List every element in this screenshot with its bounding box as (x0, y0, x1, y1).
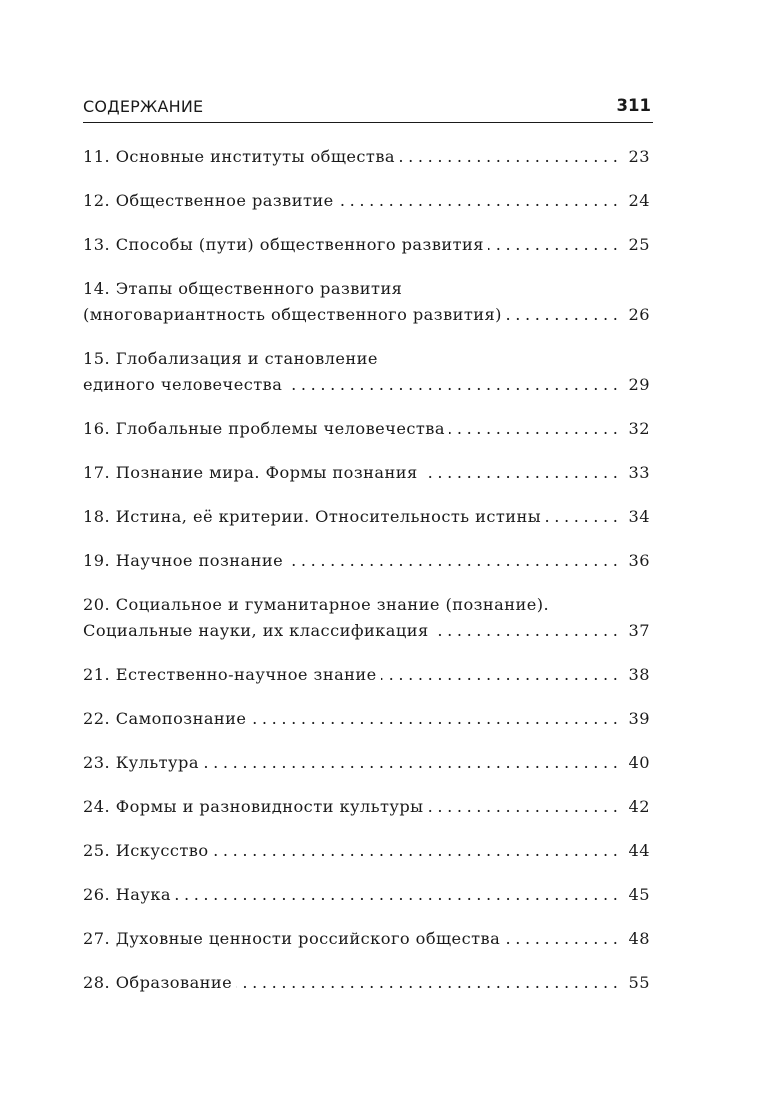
toc-entry-text: Естественно-научное знание (115, 665, 377, 684)
toc-entry-text: Социальное и гуманитарное знание (познание). (115, 595, 550, 614)
toc-entry[interactable] (83, 276, 650, 328)
toc-entry-text: Способы (пути) общественного развития (115, 235, 484, 254)
toc-entry-line (83, 794, 650, 820)
toc-entry-title (83, 970, 236, 996)
toc-entry-title (83, 349, 378, 368)
toc-entry-text: Истина, её критерии. Относительность истины (115, 507, 542, 526)
dot-leader (338, 188, 623, 214)
toc-entry-title (83, 504, 545, 530)
toc-entry-line (83, 346, 650, 372)
toc-entry-page: 38 (628, 665, 650, 684)
toc-entry-line (83, 548, 650, 574)
toc-entry[interactable] (83, 460, 650, 486)
toc-entry-title (83, 838, 213, 864)
toc-entry[interactable] (83, 926, 650, 952)
toc-entry-line (83, 302, 650, 328)
toc-entry-text: единого человечества (83, 375, 283, 394)
toc-entry[interactable] (83, 662, 650, 688)
toc-entry-number: 19. (83, 551, 111, 570)
dot-leader (250, 706, 622, 732)
toc-entry-number: 22. (83, 709, 111, 728)
toc-entry-page: 42 (628, 797, 650, 816)
toc-entry-text: Глобальные проблемы человечества (115, 419, 445, 438)
toc-entry-page: 29 (628, 375, 650, 394)
toc-entry-title (83, 794, 428, 820)
toc-entry-title (83, 460, 422, 486)
dot-leader (399, 144, 623, 170)
toc-entry[interactable] (83, 346, 650, 398)
toc-entry[interactable] (83, 188, 650, 214)
toc-entry[interactable] (83, 970, 650, 996)
toc-entry-title (83, 706, 250, 732)
toc-entry-text: Общественное развитие (115, 191, 334, 210)
toc-entry-number: 13. (83, 235, 111, 254)
toc-entry-text: Образование (115, 973, 233, 992)
toc-entry[interactable] (83, 144, 650, 170)
toc-entry-text: Духовные ценности российского общества (115, 929, 501, 948)
dot-leader (236, 970, 622, 996)
dot-leader (433, 618, 623, 644)
toc-entry-title-continuation (83, 302, 506, 328)
dot-leader (488, 232, 623, 258)
toc-entry-number: 16. (83, 419, 111, 438)
toc-entry-line (83, 504, 650, 530)
dot-leader (506, 302, 623, 328)
toc-entry-number: 27. (83, 929, 111, 948)
toc-entry-line (83, 706, 650, 732)
toc-entry-line (83, 416, 650, 442)
running-header (83, 96, 653, 123)
toc-entry-text: Этапы общественного развития (115, 279, 403, 298)
toc-entry-number: 20. (83, 595, 111, 614)
header-page-number: 311 (616, 96, 651, 115)
toc-entry-title (83, 232, 488, 258)
toc-entry-number: 26. (83, 885, 111, 904)
toc-entry-title (83, 279, 402, 298)
toc-entry-number: 25. (83, 841, 111, 860)
toc-entry-title (83, 926, 504, 952)
toc-entry-page: 36 (628, 551, 650, 570)
toc-entry-page: 45 (628, 885, 650, 904)
toc-entry-page: 48 (628, 929, 650, 948)
header-title: СОДЕРЖАНИЕ (83, 97, 204, 116)
toc-entry-number: 24. (83, 797, 111, 816)
toc-entry-line (83, 232, 650, 258)
toc-entry-line (83, 838, 650, 864)
toc-entry-title (83, 595, 549, 614)
toc-entry-line (83, 276, 650, 302)
dot-leader (428, 794, 623, 820)
dot-leader (422, 460, 623, 486)
toc-entry-page: 40 (628, 753, 650, 772)
toc-entry[interactable] (83, 504, 650, 530)
toc-entry-page: 25 (628, 235, 650, 254)
toc-entry[interactable] (83, 416, 650, 442)
toc-entry-number: 14. (83, 279, 111, 298)
toc-entry-page: 33 (628, 463, 650, 482)
dot-leader (545, 504, 622, 530)
toc-entry-text: Глобализация и становление (115, 349, 378, 368)
toc-entry-page: 24 (628, 191, 650, 210)
toc-entry-number: 17. (83, 463, 111, 482)
toc-entry[interactable] (83, 750, 650, 776)
toc-entry-text: Познание мира. Формы познания (115, 463, 418, 482)
dot-leader (504, 926, 622, 952)
toc-entry-title-continuation (83, 618, 433, 644)
toc-entry-number: 11. (83, 147, 111, 166)
toc-entry[interactable] (83, 592, 650, 644)
toc-entry-title (83, 662, 381, 688)
toc-entry-title (83, 882, 175, 908)
toc-entry-page: 44 (628, 841, 650, 860)
toc-entry[interactable] (83, 548, 650, 574)
toc-entry-number: 28. (83, 973, 111, 992)
toc-entry-text: Самопознание (115, 709, 247, 728)
toc-entry-line (83, 460, 650, 486)
toc-entry[interactable] (83, 794, 650, 820)
toc-entry-text: Формы и разновидности культуры (115, 797, 424, 816)
dot-leader (449, 416, 623, 442)
toc-entry-page: 55 (628, 973, 650, 992)
toc-entry-number: 18. (83, 507, 111, 526)
toc-entry-title (83, 416, 449, 442)
toc-entry-page: 39 (628, 709, 650, 728)
toc-entry-number: 15. (83, 349, 111, 368)
toc-entry-title (83, 548, 287, 574)
dot-leader (286, 372, 622, 398)
toc-entry-number: 23. (83, 753, 111, 772)
toc-entry-title (83, 188, 338, 214)
toc-entry-line (83, 188, 650, 214)
toc-entry[interactable] (83, 706, 650, 732)
toc-entry-line (83, 750, 650, 776)
toc-entry-page: 37 (628, 621, 650, 640)
toc-entry-line (83, 144, 650, 170)
toc-entry-text: Искусство (115, 841, 209, 860)
toc-entry-line (83, 926, 650, 952)
toc-entry-line (83, 372, 650, 398)
toc-entry-text: Культура (115, 753, 199, 772)
toc-entry[interactable] (83, 232, 650, 258)
dot-leader (203, 750, 623, 776)
toc-entry-line (83, 618, 650, 644)
toc-entry-title (83, 144, 399, 170)
dot-leader (213, 838, 623, 864)
toc-entry-page: 26 (628, 305, 650, 324)
toc-entry-text: (многовариантность общественного развития) (83, 305, 502, 324)
toc-entry-line (83, 592, 650, 618)
toc-entry-text: Социальные науки, их классификация (83, 621, 429, 640)
toc-entry-page: 23 (628, 147, 650, 166)
dot-leader (175, 882, 622, 908)
toc-entry-page: 32 (628, 419, 650, 438)
dot-leader (381, 662, 623, 688)
toc-entry[interactable] (83, 838, 650, 864)
toc-entry-title-continuation (83, 372, 286, 398)
toc-entry-line (83, 970, 650, 996)
toc-entry-number: 21. (83, 665, 111, 684)
toc-entry-text: Научное познание (115, 551, 284, 570)
toc-entry-page: 34 (628, 507, 650, 526)
toc-entry-text: Основные институты общества (115, 147, 395, 166)
toc-entry-line (83, 882, 650, 908)
dot-leader (287, 548, 622, 574)
toc-entry[interactable] (83, 882, 650, 908)
toc-entry-text: Наука (115, 885, 172, 904)
toc-entry-line (83, 662, 650, 688)
toc-entry-title (83, 750, 203, 776)
toc-entry-number: 12. (83, 191, 111, 210)
